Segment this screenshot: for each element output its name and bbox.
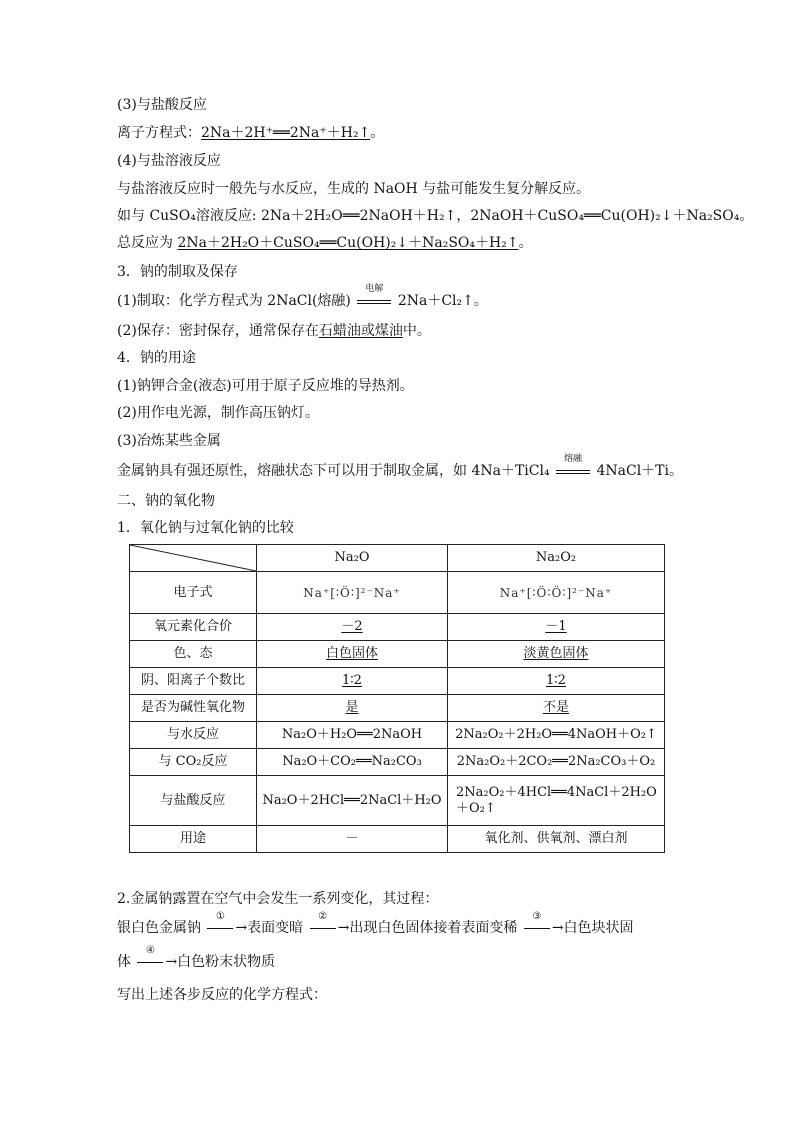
step-label: ③ xyxy=(532,911,542,922)
table-cell: Na₂O＋2HCl══2NaCl＋H₂O xyxy=(257,776,448,826)
table-cell xyxy=(257,668,448,695)
table-row xyxy=(130,614,665,641)
total-reaction-line xyxy=(117,234,533,252)
preparation-line xyxy=(117,284,488,310)
use-1-line xyxy=(117,377,414,395)
table-cell: 2Na₂O₂＋4HCl══4NaCl＋2H₂O＋O₂↑ xyxy=(448,776,665,826)
table-cell: 氧化剂、供氧剂、漂白剂 xyxy=(448,826,665,853)
use-2-line xyxy=(117,404,319,422)
section-4-heading xyxy=(117,349,196,367)
text: 总反应为 xyxy=(117,235,178,251)
table-row xyxy=(130,826,665,853)
text: 1．氧化钠与过氧化钠的比较 xyxy=(117,520,294,536)
table-cell: 2Na₂O₂＋2CO₂══2Na₂CO₃＋O₂ xyxy=(448,749,665,776)
text: 中。 xyxy=(402,323,431,339)
text: 二、钠的氧化物 xyxy=(117,493,215,509)
electron-formula-na2o: Na⁺[∶Ö∶]²⁻Na⁺ xyxy=(257,572,448,614)
storage-answer: 石蜡油或煤油 xyxy=(318,323,403,339)
text: 金属钠具有强还原性，熔融状态下可以用于制取金属，如 4Na＋TiCl₄ xyxy=(117,463,550,479)
table-cell xyxy=(448,641,665,668)
text: 4NaCl＋Ti。 xyxy=(596,463,683,479)
ionic-equation: 2Na＋2H⁺══2Na⁺＋H₂↑ xyxy=(201,125,371,141)
cell-value: 白色固体 xyxy=(325,646,378,661)
comparison-heading xyxy=(117,519,294,537)
text: 银白色金属钠 xyxy=(117,920,201,936)
text: 4．钠的用途 xyxy=(117,350,196,366)
text: 3．钠的制取及保存 xyxy=(117,264,238,280)
cell-value: －2 xyxy=(341,619,363,634)
storage-line xyxy=(117,322,431,340)
row-label: 电子式 xyxy=(130,572,257,614)
smelting-line xyxy=(117,454,683,480)
condition-arrow xyxy=(355,284,393,310)
table-cell xyxy=(257,641,448,668)
electron-formula-na2o2: Na⁺[∶Ö∶Ö∶]²⁻Na⁺ xyxy=(448,572,665,614)
text: →出现白色固体接着表面变稀 xyxy=(337,920,518,936)
table-cell: Na₂O＋H₂O══2NaOH xyxy=(257,722,448,749)
table-cell xyxy=(257,695,448,722)
table-cell xyxy=(448,614,665,641)
section-3-heading xyxy=(117,263,238,281)
text: (1)钠钾合金(液态)可用于原子反应堆的导热剂。 xyxy=(117,378,414,394)
condition-arrow xyxy=(554,454,592,480)
text: 与盐溶液反应时一般先与水反应，生成的 NaOH 与盐可能发生复分解反应。 xyxy=(117,181,591,197)
table-cell: 2Na₂O₂＋2H₂O══4NaOH＋O₂↑ xyxy=(448,722,665,749)
cell-value: 不是 xyxy=(542,700,569,715)
step-arrow xyxy=(135,945,165,971)
row-label: 与 CO₂反应 xyxy=(130,749,257,776)
table-row xyxy=(130,641,665,668)
text: 如与 CuSO₄溶液反应: 2Na＋2H₂O══2NaOH＋H₂↑，2NaOH＋CuSO₄══Cu(OH)₂↓＋Na₂SO₄。 xyxy=(117,208,754,224)
oxide-comparison-table xyxy=(129,544,665,853)
table-cell: － xyxy=(257,826,448,853)
text: 。 xyxy=(370,125,385,141)
step-label: ② xyxy=(318,911,328,922)
table-header-row xyxy=(130,545,665,572)
text: 写出上述各步反应的化学方程式： xyxy=(117,987,327,1003)
step-arrow xyxy=(205,911,235,937)
text: (2)用作电光源，制作高压钠灯。 xyxy=(117,405,319,421)
column-header-na2o2: Na₂O₂ xyxy=(448,545,665,572)
salt-reaction-line xyxy=(117,180,590,198)
ionic-equation-line xyxy=(117,124,384,142)
cuso4-reaction-line xyxy=(117,207,753,225)
process-line-2 xyxy=(117,945,276,971)
row-label: 与水反应 xyxy=(130,722,257,749)
row-label: 阴、阳离子个数比 xyxy=(130,668,257,695)
cell-value: 1∶2 xyxy=(342,673,362,688)
diagonal-line xyxy=(130,545,256,571)
cell-value: 是 xyxy=(345,700,359,715)
total-equation: 2Na＋2H₂O＋CuSO₄══Cu(OH)₂↓＋Na₂SO₄＋H₂↑ xyxy=(177,235,519,251)
step-label: ④ xyxy=(145,945,155,956)
write-equations-line xyxy=(117,986,327,1004)
column-header-na2o: Na₂O xyxy=(257,545,448,572)
row-label: 用途 xyxy=(130,826,257,853)
text: (1)制取：化学方程式为 2NaCl(熔融) xyxy=(117,293,351,309)
text: (2)保存：密封保存，通常保存在 xyxy=(117,323,319,339)
cell-value: 1∶2 xyxy=(546,673,566,688)
text: 离子方程式： xyxy=(117,125,201,141)
section-hcl-heading xyxy=(117,96,207,114)
step-arrow xyxy=(522,911,552,937)
step-arrow xyxy=(308,911,338,937)
condition-label: 电解 xyxy=(365,284,384,294)
row-label: 与盐酸反应 xyxy=(130,776,257,826)
text: →白色粉末状物质 xyxy=(165,954,276,970)
row-label: 氧元素化合价 xyxy=(130,614,257,641)
text: 。 xyxy=(518,235,533,251)
row-label: 是否为碱性氧化物 xyxy=(130,695,257,722)
condition-label: 熔融 xyxy=(564,454,583,464)
table-row xyxy=(130,695,665,722)
text: (4)与盐溶液反应 xyxy=(117,153,221,169)
text: 体 xyxy=(117,954,131,970)
section-salt-heading xyxy=(117,152,221,170)
process-line-1 xyxy=(117,911,634,937)
table-cell xyxy=(448,695,665,722)
text: (3)与盐酸反应 xyxy=(117,97,207,113)
cell-value: －1 xyxy=(545,619,567,634)
table-cell xyxy=(257,614,448,641)
section-2-heading xyxy=(117,492,215,510)
text: 2.金属钠露置在空气中会发生一系列变化，其过程： xyxy=(117,891,439,907)
text: →表面变暗 xyxy=(235,920,304,936)
text: (3)冶炼某些金属 xyxy=(117,433,221,449)
row-label: 色、态 xyxy=(130,641,257,668)
cell-value: 淡黄色固体 xyxy=(523,646,589,661)
table-row xyxy=(130,776,665,826)
table-row xyxy=(130,722,665,749)
table-row xyxy=(130,749,665,776)
use-3-line xyxy=(117,432,221,450)
exposure-heading xyxy=(117,890,438,908)
table-row xyxy=(130,572,665,614)
table-cell: Na₂O＋CO₂══Na₂CO₃ xyxy=(257,749,448,776)
text: →白色块状固 xyxy=(551,920,634,936)
table-corner-cell xyxy=(130,545,257,572)
text: 2Na＋Cl₂↑。 xyxy=(397,293,488,309)
step-label: ① xyxy=(215,911,225,922)
table-cell xyxy=(448,668,665,695)
table-row xyxy=(130,668,665,695)
